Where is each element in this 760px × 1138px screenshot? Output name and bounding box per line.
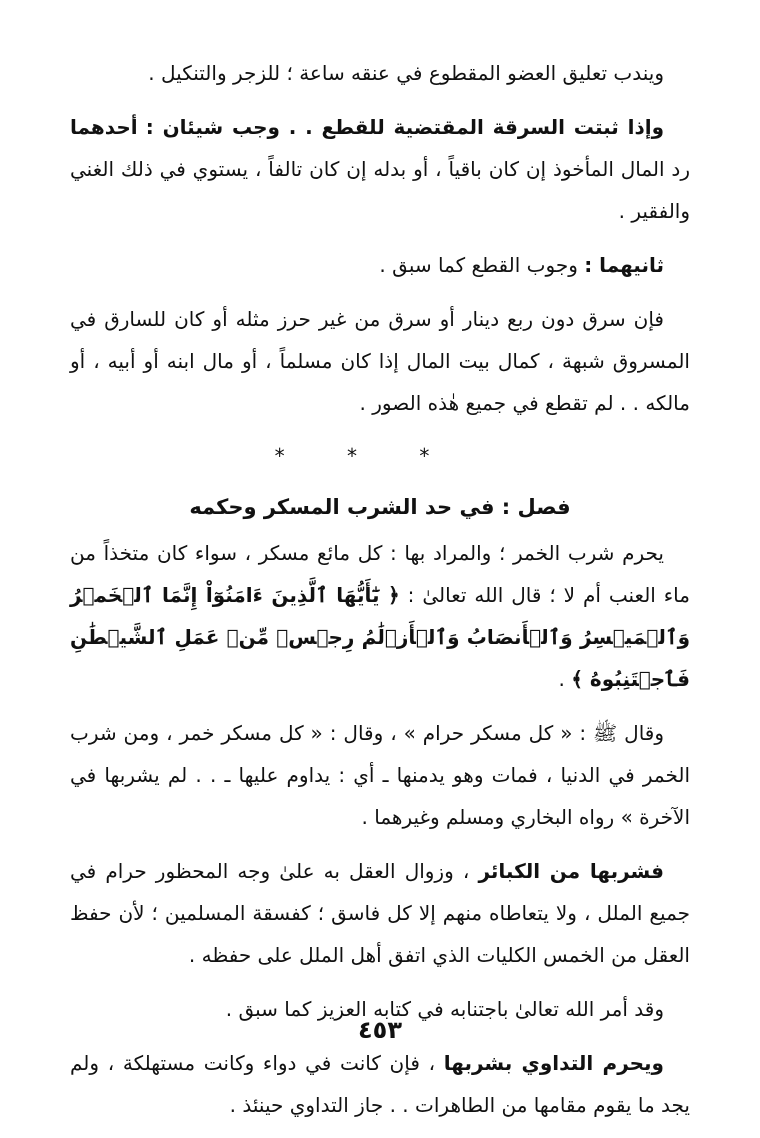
section-separator: * * *: [274, 444, 458, 468]
page-number: ٤٥٣: [358, 1016, 402, 1044]
paragraph-2-bold-2: أحدهما: [70, 115, 138, 139]
paragraph-4: [70, 298, 690, 424]
paragraph-5-text: يحرم شرب الخمر ؛ والمراد بها : كل مائع مسكر ، سواء كان متخذاً من ماء العنب أم لا ؛ قال الله تعالىٰ :: [70, 541, 690, 607]
paragraph-8-text: وقد أمر الله تعالىٰ باجتنابه في كتابه العزيز كما سبق .: [225, 997, 664, 1021]
paragraph-3-bold: ثانيهما :: [584, 253, 664, 277]
paragraph-7-text: ، وزوال العقل به علىٰ وجه المحظور حرام في جميع الملل ، ولا يتعاطاه منهم إلا كل فاسق ؛ كفسقة المسلمين ؛ لأن حفظ العقل من الخمس الكليات الذي اتفق أهل الملل على حفظه .: [70, 859, 690, 967]
paragraph-2: [70, 106, 690, 232]
paragraph-4-text: فإن سرق دون ربع دينار أو سرق من غير حرز مثله أو كان للسارق في المسروق شبهة ، كمال بيت المال إذا كان مسلماً ، أو مال ابنه أو أبيه ، أو مالكه . . لم تقطع في جميع هٰذه الصور .: [70, 307, 690, 415]
paragraph-5-end: .: [558, 667, 572, 691]
paragraph-5: [70, 532, 690, 700]
section-heading: فصل : في حد الشرب المسكر وحكمه: [189, 495, 571, 519]
paragraph-7-bold: فشربها من الكبائر: [478, 859, 665, 883]
paragraph-2-bold: وإذا ثبتت السرقة المقتضية للقطع . . وجب شيئان :: [145, 115, 665, 139]
paragraph-7: [70, 850, 690, 976]
paragraph-3-text: وجوب القطع كما سبق .: [379, 253, 578, 277]
paragraph-9-text: ، فإن كانت في دواء وكانت مستهلكة ، ولم يجد ما يقوم مقامها من الطاهرات . . جاز التداوي حينئذ .: [70, 1051, 690, 1117]
paragraph-6: [70, 712, 690, 838]
paragraph-9: [70, 1042, 690, 1126]
quran-verse: ﴿ يَٰٓأَيُّهَا ٱلَّذِينَ ءَامَنُوٓاْ إِنَّمَا ٱلۡخَمۡرُ وَٱلۡمَيۡسِرُ وَٱلۡأَنصَابُ وَٱلۡأَزۡلَٰمُ رِجۡسٞ مِّنۡ عَمَلِ ٱلشَّيۡطَٰنِ فَٱجۡتَنِبُوهُ ﴾: [70, 583, 690, 691]
paragraph-1-text: ويندب تعليق العضو المقطوع في عنقه ساعة ؛ للزجر والتنكيل .: [148, 61, 664, 85]
page-body: [70, 52, 690, 1138]
paragraph-3: [70, 244, 690, 286]
paragraph-2-text: رد المال المأخوذ إن كان باقياً ، أو بدله إن كان تالفاً ، يستوي في ذلك الغني والفقير .: [70, 157, 690, 223]
paragraph-1: [70, 52, 690, 94]
paragraph-6-text: وقال ﷺ : « كل مسكر حرام » ، وقال : « كل مسكر خمر ، ومن شرب الخمر في الدنيا ، فمات وهو يدمنها ـ أي : يداوم عليها ـ . . لم يشربها في الآخرة » رواه البخاري ومسلم وغيرهما .: [70, 721, 690, 829]
paragraph-9-bold: ويحرم التداوي بشربها: [443, 1051, 664, 1075]
